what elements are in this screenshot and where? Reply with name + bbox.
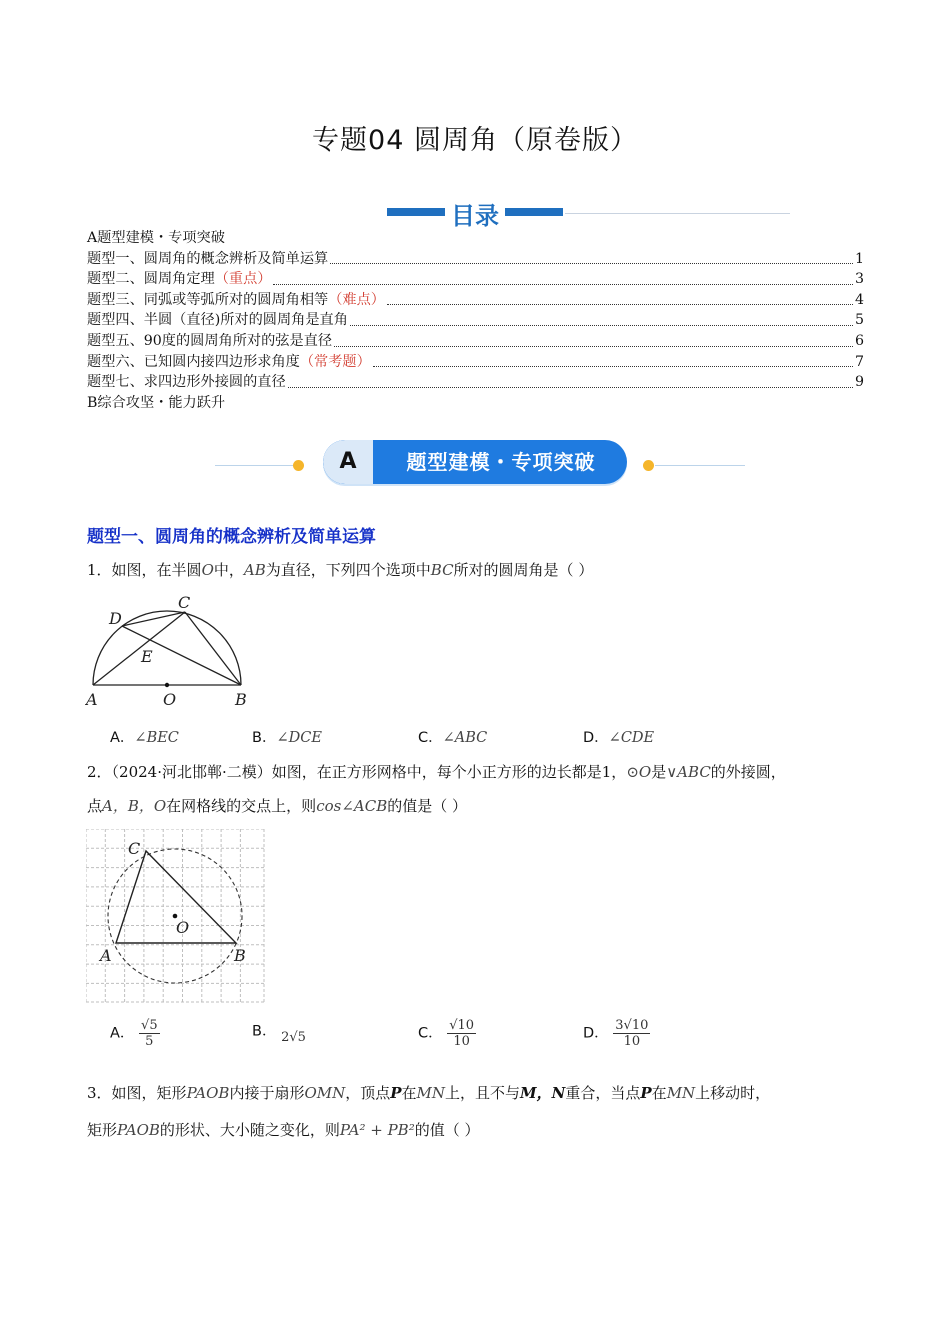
section-pill <box>323 440 627 484</box>
q1-option-b[interactable]: B．∠DCE <box>252 730 322 746</box>
chord-db <box>122 626 241 685</box>
center-point <box>165 683 169 687</box>
banner-dot-left <box>293 460 304 471</box>
chord-ac <box>93 612 185 685</box>
table-of-contents <box>87 228 864 413</box>
section-a-banner <box>215 440 745 486</box>
toc-item[interactable]: 题型一、圆周角的概念辨析及简单运算 1 <box>87 250 864 267</box>
banner-wing-left <box>215 465 295 466</box>
grid-figure <box>86 829 268 1005</box>
question-3-line-2: 矩形PAOB的形状、大小随之变化，则PA² + PB²的值（ ） <box>87 1121 480 1139</box>
banner-wing-right <box>655 465 745 466</box>
label-o: O <box>163 690 177 709</box>
q2-option-a[interactable]: A． $\frac{√5}{5}$ <box>110 1018 158 1049</box>
chord-cb <box>185 612 241 685</box>
toc-bar-left <box>387 208 445 216</box>
q1-option-d[interactable]: D．∠CDE <box>583 730 655 746</box>
toc-section-a[interactable]: A题型建模・专项突破 <box>87 230 225 246</box>
q2-option-d[interactable]: D． $\frac{3√10}{10}$ <box>583 1018 649 1049</box>
question-1-text: 1．如图，在半圆O中，AB为直径，下列四个选项中BC所对的圆周角是（ ） <box>87 561 594 579</box>
toc-item[interactable]: 题型二、圆周角定理 （重点） 3 <box>87 271 864 288</box>
toc-rule-right <box>565 213 790 214</box>
label-b: B <box>234 946 246 965</box>
toc-item[interactable]: 题型五、90度的圆周角所对的弦是直径 6 <box>87 332 864 349</box>
toc-banner <box>0 196 950 230</box>
section-title: 题型建模・专项突破 <box>406 450 596 474</box>
topic-heading: 题型一、圆周角的概念辨析及简单运算 <box>87 527 376 547</box>
toc-item[interactable]: 题型四、半圆（直径)所对的圆周角是直角 5 <box>87 312 864 329</box>
toc-item[interactable]: 题型三、同弧或等弧所对的圆周角相等 （难点） 4 <box>87 291 864 308</box>
question-2-line-1: 2．（2024·河北邯郸·二模）如图，在正方形网格中，每个小正方形的边长都是1，⊙O是∨ABC的外接圆， <box>87 763 786 781</box>
question-2-line-2: 点A，B，O在网格线的交点上，则cos∠ACB的值是（ ） <box>87 797 467 815</box>
label-e: E <box>141 647 153 666</box>
banner-dot-right <box>643 460 654 471</box>
label-a: A <box>100 946 112 965</box>
label-c: C <box>178 593 191 612</box>
section-letter: A <box>323 440 373 484</box>
semicircle-figure <box>85 592 260 710</box>
q1-option-a[interactable]: A．∠BEC <box>110 730 179 746</box>
toc-heading: 目录 <box>451 202 499 230</box>
toc-bar-right <box>505 208 563 216</box>
toc-item[interactable]: 题型七、求四边形外接圆的直径 9 <box>87 374 864 391</box>
label-c: C <box>128 839 141 858</box>
label-d: D <box>109 609 122 628</box>
toc-item[interactable]: 题型六、已知圆内接四边形求角度 （常考题） 7 <box>87 353 864 370</box>
toc-section-b[interactable]: B综合攻坚・能力跃升 <box>87 394 226 411</box>
question-3-line-1: 3．如图，矩形PAOB内接于扇形OMN，顶点P在MN上，且不与M，N重合，当点P在MN上移动时， <box>87 1084 771 1102</box>
q1-option-c[interactable]: C．∠ABC <box>418 730 488 746</box>
q2-option-b[interactable]: B． 2√5 <box>252 1023 306 1045</box>
page-title: 专题04 圆周角（原卷版） <box>312 125 638 156</box>
label-b: B <box>235 690 247 709</box>
label-o: O <box>176 918 190 937</box>
label-a: A <box>86 690 98 709</box>
q2-option-c[interactable]: C． $\frac{√10}{10}$ <box>418 1018 475 1049</box>
